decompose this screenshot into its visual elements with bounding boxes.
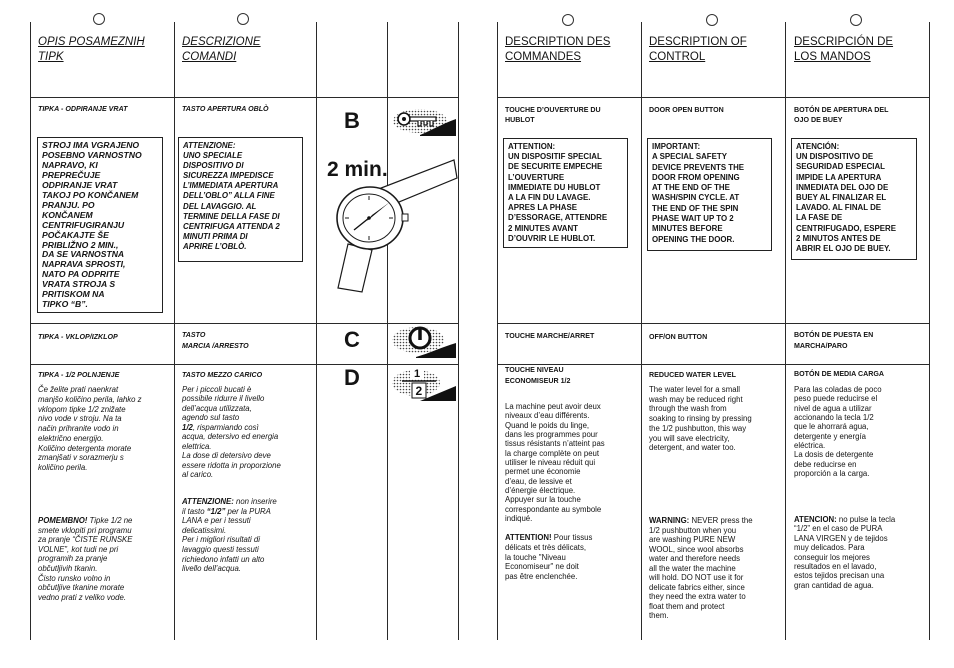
warning-label: ATTENZIONE: [182, 497, 234, 506]
column-rule [785, 22, 786, 640]
row-rule [30, 97, 458, 98]
half-load-text-en: The water level for a small wash may be reduced right through the wash from soaking to rinsing by pressing the 1/2 pushbutton, this way you will save electricity, detergent, and water too. [649, 385, 752, 453]
row-label-door-it: TASTO APERTURA OBLÒ [182, 105, 269, 113]
warning-text: Pour tissus délicats et très délicats, la touche "Niveau Economiseur" ne doit pas être enclenchée. [505, 533, 593, 581]
half-icon-denominator: 2 [415, 384, 423, 398]
warning-label: WARNING: [649, 516, 690, 525]
row-label-onoff-es: BOTÓN DE PUESTA EN MARCHA/PARO [794, 331, 874, 350]
button-letter-d: D [344, 365, 360, 390]
half-load-warning-fr [505, 533, 592, 582]
column-header-it: DESCRIZIONE COMANDI [182, 36, 261, 63]
hole-circle [562, 14, 574, 26]
column-rule [641, 22, 642, 640]
half-load-text-it [182, 385, 281, 480]
half-icon-numerator: 1 [414, 368, 421, 380]
row-rule [497, 97, 929, 98]
warning-label: ATENCION: [794, 515, 837, 524]
warning-box-it: ATTENZIONE: UNO SPECIALE DISPOSITIVO DI SICUREZZA IMPEDISCE L’IMMEDIATA APERTURA DELL’OBLO” ALLA FINE DEL LAVAGGIO. AL TERMINE DELLA FASE DI CENTRIFUGA ATTENDA 2 MINUTI PRIMA DI APRIRE L’OBLÒ. [178, 137, 303, 262]
half-load-text: Per i piccoli bucati è possibile ridurre il livello dell’acqua utilizzata, agendo sul tasto [182, 385, 265, 423]
warning-text: NEVER press the 1/2 pushbutton when you are washing PURE NEW WOOL, since wool absorbs water and therefore needs all the water the machine will hold. DO NOT use it for delicate fabrics either, since they need the extra water to float them and protect them. [649, 516, 753, 620]
hole-circle [93, 13, 105, 25]
row-label-door-fr: TOUCHE D’OUVERTURE DU HUBLOT [505, 106, 601, 125]
key-shaft [410, 117, 436, 121]
half-key-ref: “1/2” [206, 506, 226, 516]
column-header-sl: OPIS POSAMEZNIH TIPK [38, 36, 145, 63]
warning-box-es: ATENCIÓN: UN DISPOSITIVO DE SEGURIDAD ESPECIAL IMPIDE LA APERTURA INMEDIATA DEL OJO DE BUEY AL FINALIZAR EL LAVADO. AL FINAL DE LA FASE DE CENTRIFUGADO, ESPERE 2 MINUTOS ANTES DE ABRIR EL OJO DE BUEY. [791, 138, 917, 260]
warning-text: Tipke 1/2 ne smete vklopiti pri programu za pranje “ČISTE RUNSKE VOLNE”, kot tudi ne pri programih za pranje občutljivih tkanin. Čisto runsko volno in občutljive tkanine morate vedno prati z veliko vode. [38, 516, 133, 602]
half-load-text-es: Para las coladas de poco peso puede reducirse el nivel de agua a utilizar accionando la tecla 1/2 que le ahorrará agua, detergente y energía eléctrica. La dosis de detergente debe reducirse en proporción a la carga. [794, 385, 882, 479]
key-ring-hole [402, 117, 406, 121]
half-load-text-fr: La machine peut avoir deux niveaux d’eau différents. Quand le poids du linge, dans les programmes pour tissus résistants n’atteint pas la charge complète on peut utiliser le niveau réduit qui permet une économie d’eau, de lessive et d’énergie électrique. Appuyer sur la touche correspondante au symbole indiqué. [505, 402, 605, 524]
column-rule [497, 22, 498, 640]
column-rule [458, 22, 459, 640]
half-load-icon [390, 364, 457, 402]
button-letter-c: C [344, 327, 360, 352]
door-delay-label: 2 min. [327, 158, 388, 181]
column-rule [387, 22, 388, 640]
warning-text-rest: per la PURA LANA e per i tessuti delicatissimi. Per i migliori risultati di lavaggio questi tessuti richiedono infatti un alto livello dell’acqua. [182, 506, 271, 574]
half-load-warning-es [794, 515, 895, 590]
row-label-half-es: BOTÓN DE MEDIA CARGA [794, 370, 884, 378]
warning-text: non inserire il tasto [182, 497, 277, 516]
watch-pivot [367, 216, 371, 220]
hole-circle [237, 13, 249, 25]
key-icon [390, 104, 457, 138]
key-teeth [418, 121, 433, 126]
watch-illustration [318, 148, 458, 294]
row-label-door-en: DOOR OPEN BUTTON [649, 106, 724, 114]
half-load-text-sl: Če želite prati naenkrat manjšo količino perila, lahko z vklopom tipke 1/2 znižate nivo vode v stroju. Na ta način prihranite vodo in električno energijo. Količino detergenta morate zmanjšati v sorazmerju s količino perila. [38, 385, 142, 472]
half-load-text-rest: , risparmiando così acqua, detersivo ed energia elettrica. La dose di detersivo deve essere ridotta in proporzione al carico. [182, 422, 281, 480]
watch-crown [402, 214, 408, 221]
row-label-door-sl: TIPKA - ODPIRANJE VRAT [38, 105, 128, 113]
half-load-warning-en [649, 516, 753, 621]
column-header-fr: DESCRIPTION DES COMMANDES [505, 36, 611, 63]
column-rule [30, 22, 31, 640]
warning-box-en: IMPORTANT: A SPECIAL SAFETY DEVICE PREVENTS THE DOOR FROM OPENING AT THE END OF THE WASH/SPIN CYCLE. AT THE END OF THE SPIN PHASE WAIT UP TO 2 MINUTES BEFORE OPENING THE DOOR. [647, 138, 772, 251]
row-label-onoff-it: TASTO MARCIA /ARRESTO [182, 331, 249, 350]
row-label-onoff-sl: TIPKA - VKLOP/IZKLOP [38, 333, 118, 341]
column-rule [174, 22, 175, 640]
power-icon [390, 323, 457, 359]
row-rule [497, 323, 929, 324]
column-rule [929, 22, 930, 640]
button-letter-b: B [344, 108, 360, 133]
row-label-door-es: BOTÓN DE APERTURA DEL OJO DE BUEY [794, 106, 889, 125]
watch-strap-lower [338, 244, 372, 292]
row-label-half-sl: TIPKA - 1/2 POLNJENJE [38, 371, 120, 379]
column-header-es: DESCRIPCIÓN DE LOS MANDOS [794, 36, 894, 63]
column-header-en: DESCRIPTION OF CONTROL [649, 36, 747, 63]
row-label-half-fr: TOUCHE NIVEAU ECONOMISEUR 1/2 [505, 366, 571, 385]
half-load-warning-it [182, 497, 277, 574]
half-key-ref: 1/2 [182, 422, 193, 432]
warning-box-fr: ATTENTION: UN DISPOSITIF SPECIAL DE SECURITE EMPECHE L’OUVERTURE IMMEDIATE DU HUBLOT A LA FIN DU LAVAGE. APRES LA PHASE D’ESSORAGE, ATTENDRE 2 MINUTES AVANT D’OUVRIR LE HUBLOT. [503, 138, 628, 248]
warning-label: POMEMBNO! [38, 516, 88, 525]
row-label-onoff-fr: TOUCHE MARCHE/ARRET [505, 332, 595, 340]
hole-circle [706, 14, 718, 26]
warning-label: ATTENTION! [505, 533, 552, 542]
column-rule [316, 22, 317, 640]
warning-box-sl: STROJ IMA VGRAJENO POSEBNO VARNOSTNO NAPRAVO, KI PREPREČUJE ODPIRANJE VRAT TAKOJ PO KONČANEM PRANJU. PO KONČANEM CENTRIFUGIRANJU POČAKAJTE ŠE PRIBLIŽNO 2 MIN., DA SE VARNOSTNA NAPRAVA SPROSTI, NATO PA ODPRITE VRATA STROJA S PRITISKOM NA TIPKO “B”. [37, 137, 163, 313]
hole-circle [850, 14, 862, 26]
half-load-warning-sl [38, 516, 132, 602]
row-label-half-en: REDUCED WATER LEVEL [649, 371, 736, 379]
row-label-half-it: TASTO MEZZO CARICO [182, 371, 263, 379]
warning-text: no pulse la tecla “1/2” en el caso de PURA LANA VIRGEN y de tejidos muy delicados. Para conseguir los mejores resultados en el lavado, estos tejidos precisan una gran cantidad de agua. [794, 515, 896, 590]
row-label-onoff-en: OFF/ON BUTTON [649, 333, 708, 341]
